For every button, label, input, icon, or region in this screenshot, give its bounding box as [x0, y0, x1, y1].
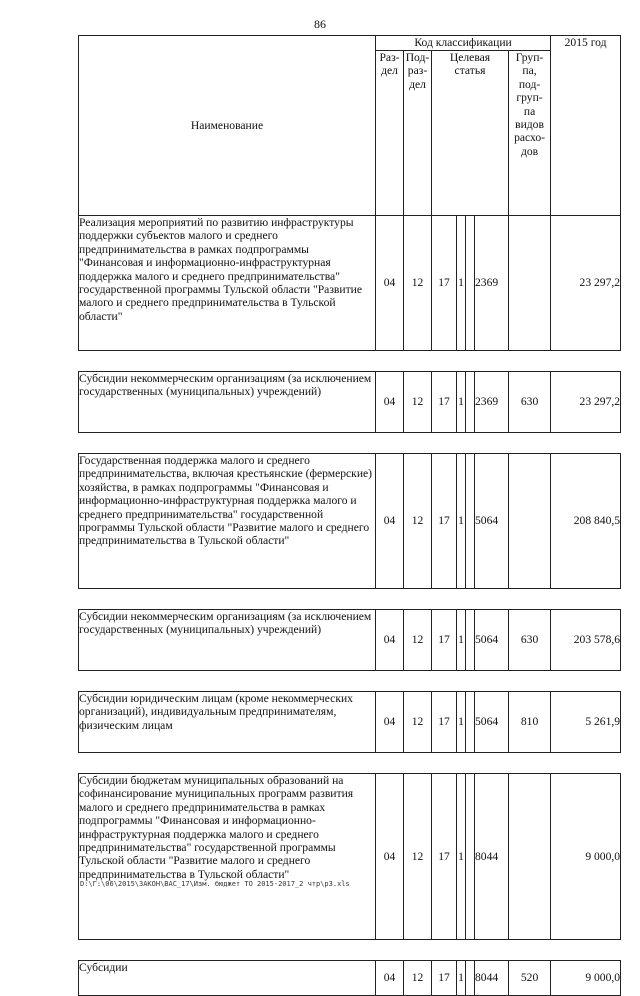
row-gap: [79, 589, 621, 610]
row-target-direction: 5064: [475, 610, 509, 671]
gap-cell: [551, 433, 621, 454]
gap-cell: [509, 351, 551, 372]
row-podrazdel: 12: [404, 454, 432, 589]
gap-cell: [457, 433, 466, 454]
gap-cell: [432, 671, 457, 692]
header-razdel: Раз- дел: [376, 51, 404, 216]
gap-cell: [404, 753, 432, 774]
table-row: [79, 610, 621, 671]
gap-cell: [376, 671, 404, 692]
row-target-direction: 2369: [475, 216, 509, 351]
row-gap: [79, 351, 621, 372]
gap-cell: [457, 753, 466, 774]
row-target-main: [466, 372, 475, 433]
gap-cell: [466, 753, 475, 774]
row-gap: [79, 433, 621, 454]
row-expense-type: [509, 454, 551, 589]
row-target-subprogram: 1: [457, 372, 466, 433]
row-target-main: [466, 692, 475, 753]
gap-cell: [457, 351, 466, 372]
row-expense-type: 520: [509, 961, 551, 996]
row-razdel: 04: [376, 610, 404, 671]
header-target: Целевая статья: [432, 51, 509, 216]
row-expense-type: 810: [509, 692, 551, 753]
row-razdel: 04: [376, 774, 404, 940]
table-row: [79, 692, 621, 753]
row-target-program: 17: [432, 610, 457, 671]
row-target-main: [466, 961, 475, 996]
row-target-direction: 2369: [475, 372, 509, 433]
gap-cell: [404, 589, 432, 610]
table-row: [79, 372, 621, 433]
row-podrazdel: 12: [404, 372, 432, 433]
row-expense-type: 630: [509, 372, 551, 433]
gap-cell: [79, 433, 376, 454]
row-target-main: [466, 216, 475, 351]
row-amount: 23 297,2: [551, 216, 621, 351]
gap-cell: [376, 753, 404, 774]
row-razdel: 04: [376, 961, 404, 996]
row-amount: 9 000,0: [551, 774, 621, 940]
row-name: Субсидии: [79, 961, 376, 996]
gap-cell: [509, 940, 551, 961]
row-name: Государственная поддержка малого и среднего предпринимательства, включая крестьянские (фермерские) хозяйства, в рамках подпрограммы "Финансовая и информационно-инфраструктурная поддержка малого и среднего предпринимательства" государственной программы Тульской области "Развитие малого и среднего предпринимательства в Тульской области": [79, 454, 376, 589]
gap-cell: [404, 940, 432, 961]
row-expense-type: 630: [509, 610, 551, 671]
header-year: 2015 год: [551, 36, 621, 216]
row-target-subprogram: 1: [457, 692, 466, 753]
gap-cell: [404, 351, 432, 372]
gap-cell: [466, 589, 475, 610]
gap-cell: [551, 671, 621, 692]
gap-cell: [551, 351, 621, 372]
table-row: [79, 216, 621, 351]
gap-cell: [432, 433, 457, 454]
row-target-subprogram: 1: [457, 610, 466, 671]
row-razdel: 04: [376, 216, 404, 351]
row-gap: [79, 940, 621, 961]
row-amount: 9 000,0: [551, 961, 621, 996]
gap-cell: [432, 940, 457, 961]
gap-cell: [466, 940, 475, 961]
row-target-program: 17: [432, 372, 457, 433]
table-row: [79, 454, 621, 589]
page-number: 86: [314, 17, 326, 31]
gap-cell: [376, 433, 404, 454]
header-group: Груп- па, под- груп- па видов расхо- дов: [509, 51, 551, 216]
gap-cell: [551, 753, 621, 774]
gap-cell: [509, 433, 551, 454]
row-target-direction: 8044: [475, 961, 509, 996]
row-target-direction: 8044: [475, 774, 509, 940]
gap-cell: [79, 940, 376, 961]
row-target-subprogram: 1: [457, 774, 466, 940]
row-target-subprogram: 1: [457, 216, 466, 351]
gap-cell: [79, 753, 376, 774]
row-expense-type: [509, 216, 551, 351]
gap-cell: [475, 433, 509, 454]
gap-cell: [551, 589, 621, 610]
row-target-main: [466, 610, 475, 671]
row-expense-type: [509, 774, 551, 940]
row-target-direction: 5064: [475, 692, 509, 753]
gap-cell: [466, 433, 475, 454]
budget-table: [78, 35, 621, 996]
gap-cell: [475, 589, 509, 610]
gap-cell: [457, 671, 466, 692]
row-name: Субсидии бюджетам муниципальных образований на софинансирование муниципальных программ развития малого и среднего предпринимательства в рамках подпрограммы "Финансовая и информационно-инфраструктурная поддержка малого и среднего предпринимательства" государственной программы Тульской области "Развитие малого и среднего предпринимательства в Тульской области": [79, 774, 376, 940]
row-target-subprogram: 1: [457, 454, 466, 589]
gap-cell: [509, 753, 551, 774]
gap-cell: [432, 753, 457, 774]
header-podrazdel: Под- раз- дел: [404, 51, 432, 216]
row-target-program: 17: [432, 216, 457, 351]
row-target-program: 17: [432, 454, 457, 589]
gap-cell: [475, 940, 509, 961]
table-row: [79, 961, 621, 996]
row-name: Субсидии некоммерческим организациям (за исключением государственных (муниципальных) учреждений): [79, 610, 376, 671]
gap-cell: [404, 433, 432, 454]
row-podrazdel: 12: [404, 216, 432, 351]
gap-cell: [457, 589, 466, 610]
row-podrazdel: 12: [404, 692, 432, 753]
row-target-direction: 5064: [475, 454, 509, 589]
row-amount: 5 261,9: [551, 692, 621, 753]
gap-cell: [509, 671, 551, 692]
gap-cell: [466, 351, 475, 372]
row-amount: 203 578,6: [551, 610, 621, 671]
row-name: Реализация мероприятий по развитию инфраструктуры поддержки субъектов малого и среднего предпринимательства в рамках подпрограммы "Финансовая и информационно-инфраструктурная поддержка малого и среднего предпринимательства" государственной программы Тульской области "Развитие малого и среднего предпринимательства в Тульской области": [79, 216, 376, 351]
row-target-program: 17: [432, 961, 457, 996]
row-target-main: [466, 454, 475, 589]
header-classification: Код классификации: [376, 36, 551, 51]
gap-cell: [79, 671, 376, 692]
row-razdel: 04: [376, 692, 404, 753]
header-row-top: [79, 36, 621, 51]
table-row: [79, 774, 621, 940]
footer-path: D:\Г:\06\2015\ЗАКОН\ВАС_17\Изм. бюджет ТО 2015-2017_2 чтр\р3.xls: [80, 880, 350, 888]
gap-cell: [432, 351, 457, 372]
row-name: Субсидии юридическим лицам (кроме некоммерческих организаций), индивидуальным предпринимателям, физическим лицам: [79, 692, 376, 753]
gap-cell: [432, 589, 457, 610]
gap-cell: [376, 351, 404, 372]
row-name: Субсидии некоммерческим организациям (за исключением государственных (муниципальных) учреждений): [79, 372, 376, 433]
gap-cell: [457, 940, 466, 961]
gap-cell: [551, 940, 621, 961]
row-podrazdel: 12: [404, 774, 432, 940]
gap-cell: [466, 671, 475, 692]
gap-cell: [376, 589, 404, 610]
row-podrazdel: 12: [404, 610, 432, 671]
row-razdel: 04: [376, 372, 404, 433]
row-target-main: [466, 774, 475, 940]
row-amount: 208 840,5: [551, 454, 621, 589]
gap-cell: [475, 351, 509, 372]
row-gap: [79, 671, 621, 692]
gap-cell: [475, 753, 509, 774]
row-amount: 23 297,2: [551, 372, 621, 433]
row-razdel: 04: [376, 454, 404, 589]
gap-cell: [79, 589, 376, 610]
gap-cell: [376, 940, 404, 961]
row-target-program: 17: [432, 774, 457, 940]
gap-cell: [475, 671, 509, 692]
row-target-program: 17: [432, 692, 457, 753]
row-podrazdel: 12: [404, 961, 432, 996]
row-gap: [79, 753, 621, 774]
header-name: Наименование: [79, 36, 376, 216]
gap-cell: [79, 351, 376, 372]
row-target-subprogram: 1: [457, 961, 466, 996]
gap-cell: [404, 671, 432, 692]
gap-cell: [509, 589, 551, 610]
